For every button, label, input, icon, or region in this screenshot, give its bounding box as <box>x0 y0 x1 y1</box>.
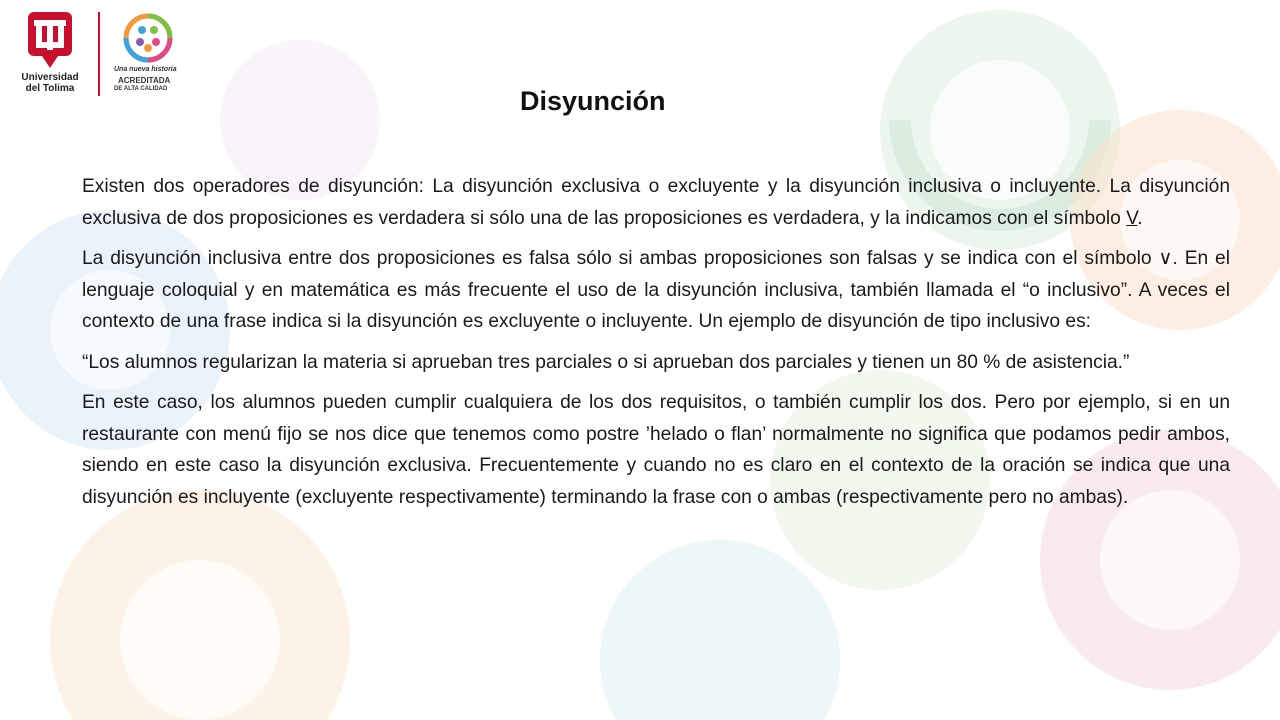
university-name <box>14 72 86 94</box>
paragraph-2: La disyunción inclusiva entre dos proposiciones es falsa sólo si ambas proposiciones son falsas y se indica con el símbolo ∨. En el lenguaje coloquial y en matemática es más frecuente el uso de la disyunción inclusiva, también llamada el “o inclusivo”. A veces el contexto de una frase indica si la disyunción es excluyente o incluyente. Un ejemplo de disyunción de tipo inclusivo es: <box>82 248 1230 332</box>
logo-divider <box>98 12 100 96</box>
university-logo <box>14 10 86 98</box>
accreditation-circle-icon <box>122 12 174 64</box>
slide-body <box>82 171 1230 522</box>
university-name-line1: Universidad <box>21 72 79 83</box>
paragraph-1-end: . <box>1137 207 1143 229</box>
header-logos <box>14 10 194 100</box>
accreditation-logo <box>114 10 194 98</box>
accreditation-text: ACREDITADA <box>118 76 171 85</box>
university-name-line2: del Tolima <box>25 83 75 94</box>
accreditation-subtext: DE ALTA CALIDAD <box>114 86 168 92</box>
accreditation-tagline: Una nueva historia <box>114 66 177 73</box>
page-title: Disyunción <box>520 86 666 116</box>
paragraph-1 <box>82 171 1230 234</box>
paragraph-1-text: Existen dos operadores de disyunción: La disyunción exclusiva o excluyente y la disyunción inclusiva o incluyente. La disyunción exclusiva de dos proposiciones es verdadera si sólo una de las proposiciones es verdadera, y la indicamos con el símbolo <box>82 176 1230 229</box>
paragraph-4: En este caso, los alumnos pueden cumplir cualquiera de los dos requisitos, o también cumplir los dos. Pero por ejemplo, si en un restaurante con menú fijo se nos dice que tenemos como postre ’helado o flan’ normalmente no significa que podamos pedir ambos, siendo en este caso la disyunción exclusiva. Frecuentemente y cuando no es claro en el contexto de la oración se indica que una disyunción es incluyente (excluyente respectivamente) terminando la frase con o ambas (respectivamente pero no ambas). <box>82 392 1230 508</box>
university-ut-icon <box>28 12 72 70</box>
exclusive-or-symbol: V <box>1126 207 1138 229</box>
paragraph-3-quote: “Los alumnos regularizan la materia si aprueban tres parciales o si aprueban dos parciales y tienen un 80 % de asistencia.” <box>82 351 1130 373</box>
